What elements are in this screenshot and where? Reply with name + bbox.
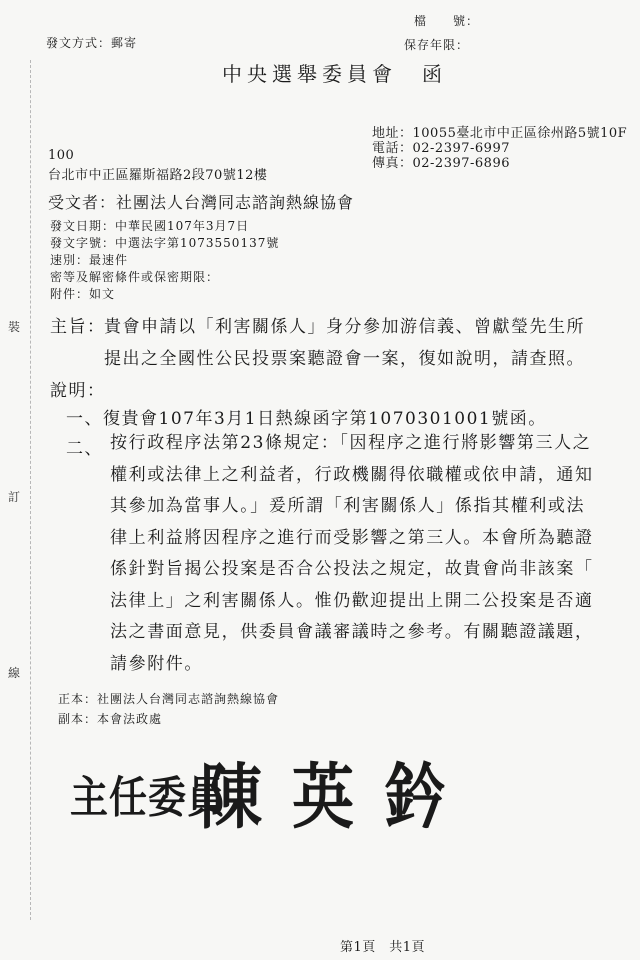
binding-label-xian: 線 [8,666,21,680]
binding-label-ding: 訂 [8,490,21,504]
original-recipient: 正本：社團法人台灣同志諮詢熱線協會 [58,692,280,706]
explanation-label: 說明： [50,381,106,401]
item-2-line: 請參附件。 [110,653,203,674]
item-2-line: 律上利益將因程序之進行而受影響之第三人。本會所為聽證 [110,527,594,548]
copy-recipient: 副本：本會法政處 [58,712,163,726]
issue-date: 發文日期：中華民國107年3月7日 [50,219,250,233]
sender-fax: 傳真：02-2397-6896 [372,156,510,171]
item-2-line: 法律上」之利害關係人。惟仍歡迎提出上開二公投案是否適 [110,590,594,611]
file-number-label: 檔 號： [414,14,480,28]
item-2-line: 其參加為當事人。」爰所謂「利害關係人」係指其權利或法 [110,496,586,516]
attachment: 附件：如文 [50,287,116,301]
signatory-title: 主任委員 [70,771,227,823]
item-2-line: 按行政程序法第23條規定：「因程序之進行將影響第三人之 [110,433,592,453]
delivery-speed: 速別：最速件 [50,253,129,267]
secrecy-level: 密等及解密條件或保密期限： [50,270,220,284]
page-number: 第1頁 共1頁 [340,940,426,955]
item-2-line: 係針對旨揭公投案是否合公投法之規定，故貴會尚非該案「 [110,559,594,579]
sender-phone: 電話：02-2397-6997 [372,141,510,156]
subject-line-1: 貴會申請以「利害關係人」身分參加游信義、曾獻瑩先生所 [104,317,585,337]
item-2-line: 權利或法律上之利益者，行政機關得依職權或依申請，通知 [110,464,594,485]
binding-label-zhuang: 裝 [8,320,21,334]
retention-period-label: 保存年限： [404,38,470,52]
binding-line [30,60,31,920]
recipient-mailing-address: 台北市中正區羅斯福路2段70號12樓 [48,168,268,183]
document-number: 發文字號：中選法字第1073550137號 [50,236,280,250]
signatory-name: 陳英鈐 [200,754,477,839]
item-2-line: 法之書面意見，供委員會議審議時之參考。有關聽證議題， [110,622,594,642]
postal-code: 100 [48,148,75,163]
sender-address: 地址：10055臺北市中正區徐州路5號10F [372,126,628,141]
explanation-item-2-marker: 二、 [66,439,103,459]
explanation-item-1: 一、復貴會107年3月1日熱線函字第1070301001號函。 [66,409,547,429]
explanation-item-2 [110,428,594,680]
subject-label: 主旨： [50,317,106,337]
recipient: 受文者：社團法人台灣同志諮詢熱線協會 [48,193,355,212]
document-title: 中央選舉委員會 函 [222,62,447,86]
send-method: 發文方式：郵寄 [46,36,138,50]
subject-line-2: 提出之全國性公民投票案聽證會一案，復如說明，請查照。 [104,349,585,369]
